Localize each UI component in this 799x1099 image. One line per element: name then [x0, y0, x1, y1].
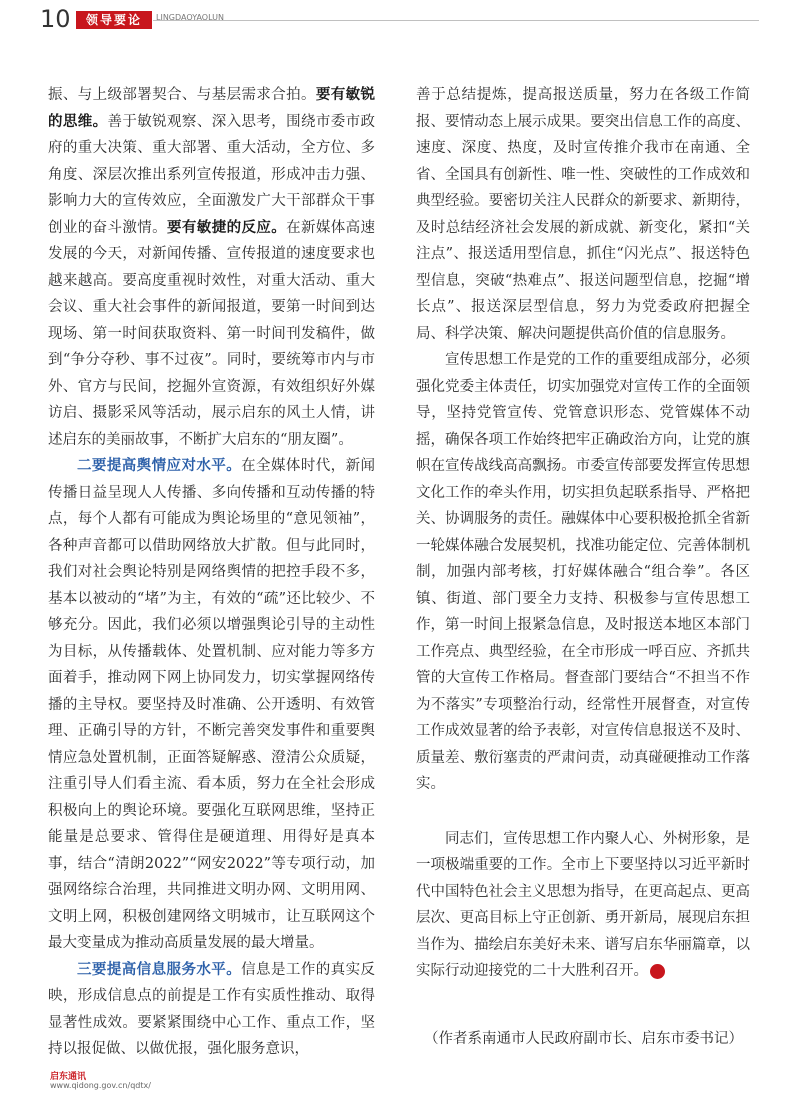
section-pinyin: LINGDAOYAOLUN [156, 13, 225, 22]
left-column [48, 82, 375, 1063]
footer-url: www.qidong.gov.cn/qdtx/ [50, 1081, 151, 1090]
paragraph [48, 453, 375, 957]
author-note: （作者系南通市人民政府副市长、启东市委书记） [424, 1031, 743, 1047]
footer-brand: 启东通讯 [50, 1072, 87, 1082]
section-title-tag: 领导要论 [76, 11, 152, 29]
paragraph [48, 82, 375, 453]
body-text: 同志们，宣传思想工作内聚人心、外树形象，是一项极端重要的工作。全市上下要坚持以习近平新时代中国特色社会主义思想为指导，在更高起点、更高层次、更高目标上守正创新、勇开新局，展现启东担当作为、描绘启东美好未来、谱写启东华丽篇章，以实际行动迎接党的二十大胜利召开。 [416, 830, 750, 979]
paragraph: 善于总结提炼，提高报送质量，努力在各级工作简报、要情动态上展示成果。要突出信息工作的高度、速度、深度、热度，及时宣传推介我市在南通、全省、全国具有创新性、唯一性、突破性的工作成效和典型经验。要密切关注人民群众的新要求、新期待，及时总结经济社会发展的新成就、新变化，紧扣“关注点”、报送适用型信息，抓住“闪光点”、报送特色型信息，突破“热难点”、报送问题型信息，挖掘“增长点”、报送深层型信息，努力为党委政府把握全局、科学决策、解决问题提供高价值的信息服务。 [416, 87, 750, 342]
body-text: 在新媒体高速发展的今天，对新闻传播、宣传报道的速度要求也越来越高。要高度重视时效性，对重大活动、重大会议、重大社会事件的新闻报道，要第一时间到达现场、第一时间获取资料、第一时间刊发稿件，做到“争分夺秒、事不过夜”。同时，要统筹市内与市外、官方与民间，挖掘外宣资源，有效组织好外媒访启、摄影采风等活动，展示启东的风土人情，讲述启东的美丽故事，不断扩大启东的“朋友圈”。 [48, 219, 375, 448]
bold-phrase: 要有敏捷的反应。 [167, 218, 287, 236]
paragraph: 宣传思想工作是党的工作的重要组成部分，必须强化党委主体责任，切实加强党对宣传工作的全面领导，坚持党管宣传、党管意识形态、党管媒体不动摇，确保各项工作始终把牢正确政治方向，让党的旗帜在宣传战线高高飘扬。市委宣传部要发挥宣传思想文化工作的牵头作用，切实担负起联系指导、严格把关、协调服务的责任。融媒体中心要积极抢抓全省新一轮媒体融合发展契机，找准功能定位、完善体制机制，加强内部考核，打好媒体融合“组合拳”。各区镇、街道、部门要全力支持、积极参与宣传思想工作，第一时间上报紧急信息，及时报送本地区本部门工作亮点、典型经验，在全市形成一呼百应、齐抓共管的大宣传工作格局。督查部门要结合“不担当不作为不落实”专项整治行动，经常性开展督查，对宣传工作成效显著的给予表彰，对宣传信息报送不及时、质量差、敷衍塞责的严肃问责，动真碰硬推动工作落实。 [416, 352, 750, 792]
end-mark-icon: 启 [650, 964, 665, 979]
page-header [0, 0, 799, 40]
paragraph-gap [416, 798, 750, 826]
right-column [416, 82, 750, 985]
body-text: 善于敏锐观察、深入思考，围绕市委市政府的重大决策、重大部署、重大活动，全方位、多角度、深层次推出系列宣传报道，形成冲击力强、影响力大的宣传效应，全面激发广大干部群众干事创业的奋斗激情。 [48, 113, 376, 236]
closing-paragraph [416, 826, 750, 985]
subheading: 三要提高信息服务水平。 [77, 960, 242, 978]
page-number: 10 [40, 5, 71, 33]
body-text: 振、与上级部署契合、与基层需求合拍。 [48, 87, 316, 103]
body-text: 在全媒体时代，新闻传播日益呈现人人传播、多向传播和互动传播的特点，每个人都有可能成为舆论场里的“意见领袖”，各种声音都可以借助网络放大扩散。但与此同时，我们对社会舆论特别是网络舆情的把控手段不多，基本以被动的“堵”为主，有效的“疏”还比较少、不够充分。因此，我们必须以增强舆论引导的主动性为目标，从传播载体、处置机制、应对能力等多方面着手，推动网下网上协同发力，切实掌握网络传播的主导权。要坚持及时准确、公开透明、有效管理、正确引导的方针，不断完善突发事件和重要舆情应急处置机制，正面答疑解惑、澄清公众质疑，注重引导人们看主流、看本质，努力在全社会形成积极向上的舆论环境。要强化互联网思维，坚持正能量是总要求、管得住是硬道理、用得好是真本事，结合“清朗2022”“网安2022”等专项行动，加强网络综合治理，共同推进文明办网、文明用网、文明上网，积极创建网络文明城市，让互联网这个最大变量成为推动高质量发展的最大增量。 [48, 458, 376, 951]
subheading: 二要提高舆情应对水平。 [77, 457, 242, 474]
body-text: 信息是工作的真实反映，形成信息点的前提是工作有实质性推动、取得显著性成效。要紧紧围绕中心工作、重点工作，坚持以报促做、以做优报，强化服务意识， [48, 961, 376, 1057]
bold-phrase: 要有敏锐的思维。 [48, 86, 376, 130]
header-rule [153, 20, 759, 21]
paragraph [48, 957, 375, 1063]
